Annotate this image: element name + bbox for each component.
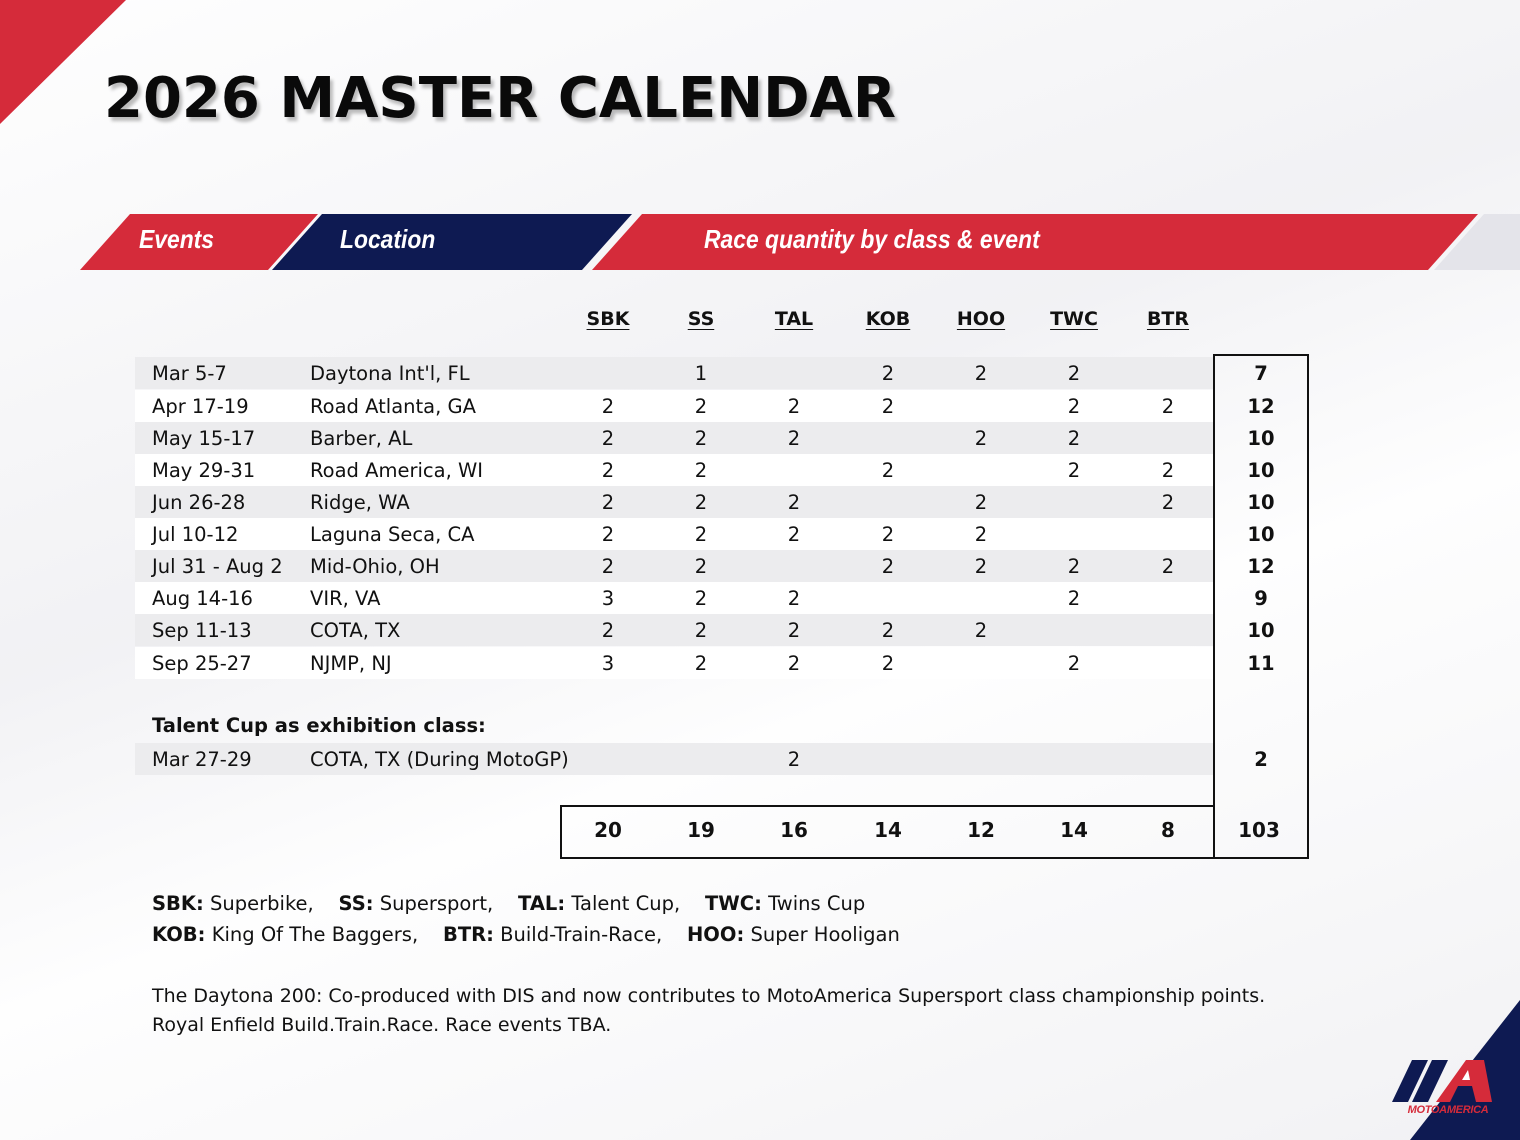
race-count-kob: 2 <box>881 395 895 418</box>
race-count-btr <box>1138 647 1198 679</box>
legend-abbr: KOB: <box>152 923 206 946</box>
table-row <box>135 518 1215 550</box>
race-count-twc <box>1044 614 1104 646</box>
race-count-tal <box>764 454 824 486</box>
event-date: Mar 27-29 <box>152 748 252 771</box>
race-count-kob <box>858 743 918 775</box>
race-count-hoo <box>951 743 1011 775</box>
race-count-ss: 2 <box>694 619 708 642</box>
race-count-hoo: 2 <box>974 427 988 450</box>
event-date: Jun 26-28 <box>152 491 246 514</box>
race-count-kob: 2 <box>881 619 895 642</box>
event-location: Daytona Int'l, FL <box>310 362 470 385</box>
event-total: 12 <box>1247 395 1275 418</box>
table-row <box>135 486 1215 518</box>
race-count-tal: 2 <box>787 523 801 546</box>
table-row <box>135 550 1215 582</box>
event-location: NJMP, NJ <box>310 652 392 675</box>
event-date: Sep 11-13 <box>152 619 252 642</box>
legend-name: Build-Train-Race, <box>500 923 663 946</box>
race-count-ss: 2 <box>694 652 708 675</box>
table-row <box>135 614 1215 646</box>
legend-name: Supersport, <box>379 892 494 915</box>
table-row <box>135 390 1215 422</box>
column-header-sbk: SBK <box>586 308 630 330</box>
note-royal-enfield: Royal Enfield Build.Train.Race. Race events TBA. <box>152 1014 612 1036</box>
event-total: 10 <box>1247 523 1275 546</box>
legend-name: Twins Cup <box>768 892 866 915</box>
legend-abbr: TAL: <box>518 892 566 915</box>
legend-abbr: SS: <box>338 892 374 915</box>
race-count-ss: 2 <box>694 491 708 514</box>
race-count-tal: 2 <box>787 619 801 642</box>
banner-events-label: Events <box>139 224 215 254</box>
race-count-btr <box>1138 614 1198 646</box>
race-count-sbk <box>578 357 638 389</box>
event-total: 12 <box>1247 555 1275 578</box>
race-count-sbk: 2 <box>601 395 615 418</box>
event-total: 10 <box>1247 427 1275 450</box>
legend-abbr: SBK: <box>152 892 204 915</box>
grand-total: 103 <box>1238 818 1280 842</box>
table-row <box>135 454 1215 486</box>
race-count-ss: 2 <box>694 459 708 482</box>
table-row <box>135 422 1215 454</box>
race-count-twc <box>1044 518 1104 550</box>
race-count-kob: 2 <box>881 459 895 482</box>
column-header-twc: TWC <box>1050 308 1098 330</box>
race-count-sbk: 3 <box>601 587 615 610</box>
event-total: 10 <box>1247 491 1275 514</box>
race-count-sbk: 2 <box>601 491 615 514</box>
page-title: 2026 MASTER CALENDAR <box>104 66 897 131</box>
race-count-hoo: 2 <box>974 523 988 546</box>
race-count-sbk: 2 <box>601 523 615 546</box>
race-count-btr: 2 <box>1161 555 1175 578</box>
event-date: Aug 14-16 <box>152 587 253 610</box>
column-header-ss: SS <box>687 308 715 330</box>
event-location: Barber, AL <box>310 427 413 450</box>
race-count-ss: 1 <box>694 362 708 385</box>
race-count-tal: 2 <box>787 748 801 771</box>
race-count-twc: 2 <box>1067 362 1081 385</box>
race-count-kob: 2 <box>881 362 895 385</box>
legend-line-2 <box>152 923 900 946</box>
event-date: Jul 31 - Aug 2 <box>152 555 283 578</box>
class-total-twc: 14 <box>1060 818 1088 842</box>
class-total-sbk: 20 <box>594 818 622 842</box>
race-count-btr <box>1138 518 1198 550</box>
class-total-kob: 14 <box>874 818 902 842</box>
race-count-btr: 2 <box>1161 491 1175 514</box>
race-count-ss: 2 <box>694 523 708 546</box>
race-count-hoo: 2 <box>974 619 988 642</box>
race-count-ss: 2 <box>694 555 708 578</box>
event-date: May 15-17 <box>152 427 256 450</box>
race-count-sbk: 3 <box>601 652 615 675</box>
exhibition-label: Talent Cup as exhibition class: <box>152 714 486 737</box>
race-count-tal: 2 <box>787 395 801 418</box>
event-date: Sep 25-27 <box>152 652 252 675</box>
race-count-sbk: 2 <box>601 427 615 450</box>
event-date: Jul 10-12 <box>152 523 239 546</box>
event-total: 7 <box>1254 362 1268 385</box>
race-count-kob <box>858 582 918 614</box>
race-count-hoo: 2 <box>974 362 988 385</box>
class-total-ss: 19 <box>687 818 715 842</box>
event-total: 10 <box>1247 619 1275 642</box>
table-row <box>135 357 1215 389</box>
race-count-btr: 2 <box>1161 395 1175 418</box>
race-count-kob <box>858 486 918 518</box>
race-count-tal: 2 <box>787 652 801 675</box>
event-date: May 29-31 <box>152 459 256 482</box>
race-count-btr <box>1138 582 1198 614</box>
race-count-btr <box>1138 422 1198 454</box>
race-count-tal: 2 <box>787 587 801 610</box>
event-total: 10 <box>1247 459 1275 482</box>
race-count-twc: 2 <box>1067 427 1081 450</box>
event-total: 11 <box>1247 652 1275 675</box>
legend-name: Super Hooligan <box>750 923 900 946</box>
race-count-twc: 2 <box>1067 587 1081 610</box>
race-count-kob: 2 <box>881 652 895 675</box>
event-location: Ridge, WA <box>310 491 410 514</box>
race-count-kob: 2 <box>881 555 895 578</box>
event-location: Laguna Seca, CA <box>310 523 475 546</box>
legend-abbr: HOO: <box>686 923 745 946</box>
race-count-sbk <box>578 743 638 775</box>
race-count-sbk: 2 <box>601 555 615 578</box>
class-total-hoo: 12 <box>967 818 995 842</box>
legend-name: King Of The Baggers, <box>211 923 419 946</box>
race-count-tal: 2 <box>787 427 801 450</box>
race-count-twc: 2 <box>1067 652 1081 675</box>
race-count-ss: 2 <box>694 395 708 418</box>
total-column-box <box>1213 354 1309 859</box>
class-total-tal: 16 <box>780 818 808 842</box>
event-location: COTA, TX (During MotoGP) <box>310 748 569 771</box>
banner-race-quantity-label: Race quantity by class & event <box>704 224 1040 254</box>
column-header-kob: KOB <box>865 308 911 330</box>
event-location: Road Atlanta, GA <box>310 395 476 418</box>
race-count-sbk: 2 <box>601 619 615 642</box>
legend-name: Superbike, <box>210 892 314 915</box>
event-total: 2 <box>1254 748 1268 771</box>
race-count-twc <box>1044 743 1104 775</box>
race-count-twc: 2 <box>1067 395 1081 418</box>
column-header-tal: TAL <box>774 308 814 330</box>
race-count-twc: 2 <box>1067 555 1081 578</box>
event-date: Apr 17-19 <box>152 395 249 418</box>
race-count-twc: 2 <box>1067 459 1081 482</box>
race-count-ss: 2 <box>694 427 708 450</box>
race-count-kob <box>858 422 918 454</box>
race-count-ss <box>671 743 731 775</box>
race-count-ss: 2 <box>694 587 708 610</box>
event-location: COTA, TX <box>310 619 401 642</box>
race-count-tal: 2 <box>787 491 801 514</box>
race-count-hoo: 2 <box>974 491 988 514</box>
legend-abbr: BTR: <box>442 923 494 946</box>
race-count-btr <box>1138 743 1198 775</box>
race-count-hoo <box>951 647 1011 679</box>
class-total-btr: 8 <box>1161 818 1175 842</box>
race-count-hoo <box>951 454 1011 486</box>
legend-abbr: TWC: <box>704 892 762 915</box>
legend-line-1 <box>152 892 865 915</box>
race-count-hoo <box>951 582 1011 614</box>
event-location: Mid-Ohio, OH <box>310 555 440 578</box>
race-count-kob: 2 <box>881 523 895 546</box>
race-count-sbk: 2 <box>601 459 615 482</box>
event-location: Road America, WI <box>310 459 483 482</box>
table-row <box>135 582 1215 614</box>
race-count-btr <box>1138 357 1198 389</box>
race-count-btr: 2 <box>1161 459 1175 482</box>
event-total: 9 <box>1254 587 1268 610</box>
note-daytona: The Daytona 200: Co-produced with DIS and now contributes to MotoAmerica Supersport class championship points. <box>152 985 1266 1007</box>
race-count-hoo: 2 <box>974 555 988 578</box>
column-header-btr: BTR <box>1146 308 1190 330</box>
race-count-twc <box>1044 486 1104 518</box>
event-location: VIR, VA <box>310 587 381 610</box>
race-count-tal <box>764 357 824 389</box>
logo-wordmark: MOTOAMERICA <box>1407 1104 1489 1116</box>
motoamerica-logo-icon <box>1388 1056 1506 1106</box>
column-header-hoo: HOO <box>956 308 1006 330</box>
legend-name: Talent Cup, <box>571 892 681 915</box>
race-count-tal <box>764 550 824 582</box>
event-date: Mar 5-7 <box>152 362 227 385</box>
banner-location-label: Location <box>340 224 436 254</box>
table-row <box>135 743 1215 775</box>
table-row <box>135 647 1215 679</box>
race-count-hoo <box>951 390 1011 422</box>
